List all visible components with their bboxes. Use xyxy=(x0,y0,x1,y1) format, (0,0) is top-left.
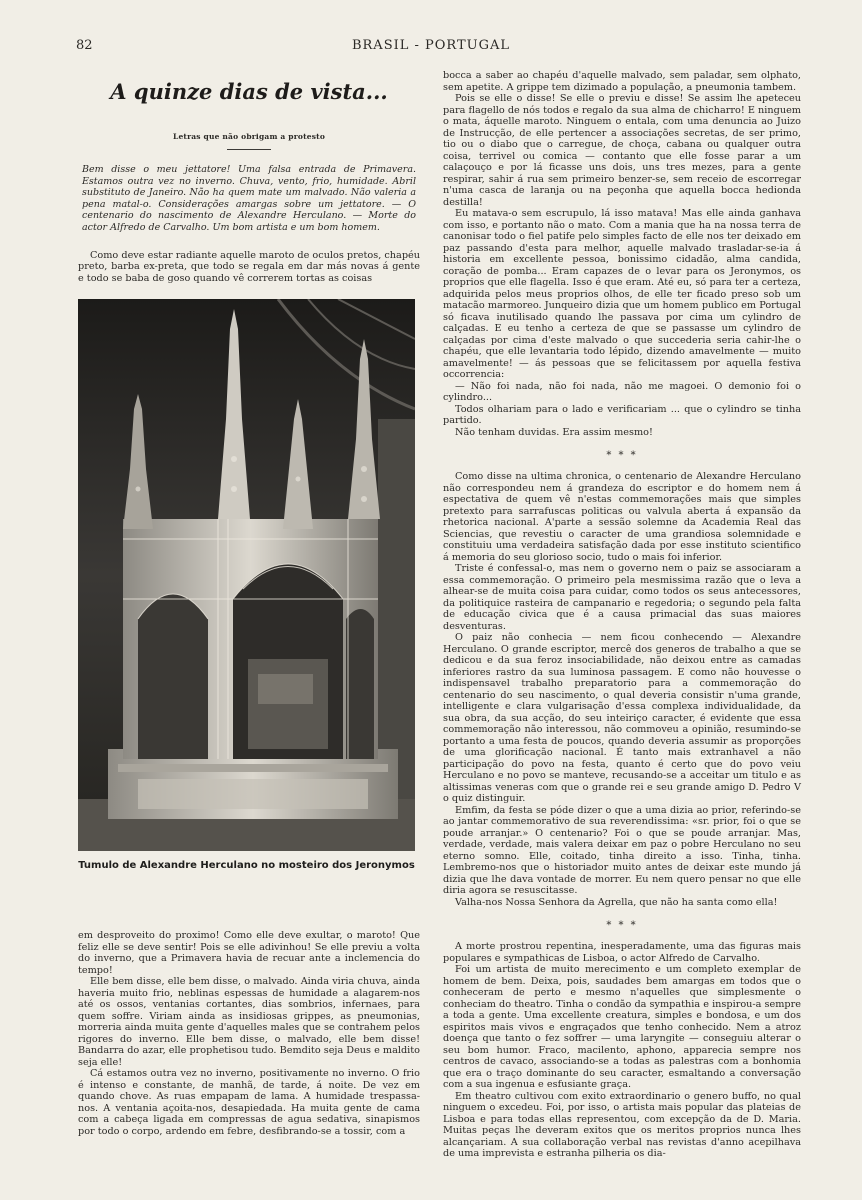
figure xyxy=(78,299,415,871)
right-paragraph-11: Valha-nos Nossa Senhora da Agrella, que não ha santa como ella! xyxy=(455,896,778,908)
right-paragraph-10: Emfim, da festa se póde dizer o que a uma dizia ao prior, referindo-se ao jantar commemorativo de sua reverendissima: «sr. prior, foi o que se poude arranjar.» O centenario? Foi o que se poude arranjar. Mas, verdade, verdade, mais valera deixar em paz o pobre Herculano no seu eterno somno. Elle, coitado, tinha direito a isso. Tinha, tinha. Lembremo-nos que o historiador muito antes de deixar este mundo já dizia que lhe dava vontade de morrer. Eu nem quero pensar no que elle diria agora se resuscitasse. xyxy=(443,804,801,896)
running-head: BRASIL - PORTUGAL xyxy=(351,38,511,53)
right-paragraph-13: Foi um artista de muito merecimento e um completo exemplar de homem de bem. Deixa, pois, saudades bem amargas em todos que o conheceram de perto e mesmo n'aquelles que simplesmente o conheciam do theatro. Tinha o condão da sympathia e inspirou-a sempre a toda a gente. Uma excellente creatura, simples e bondosa, e um dos espiritos mais vivos e engraçados que tenho conhecido. Nem a atroz doença que tanto o fez soffrer — uma laryngite — conseguiu alterar o seu bom humor. Fraco, macilento, aphono, apparecia sempre nos centros de cavaco, associando-se a todas as palestras com a bonhomia que era o traço dominante do seu caracter, esmaltando a conversação com a sua ingenua e esfusiante graça. xyxy=(443,964,801,1090)
right-paragraph-14: Em theatro cultivou com exito extraordinario o genero buffo, no qual ninguem o excedeu. Foi, por isso, o artista mais popular das plateias de Lisboa e para todas ellas representou, com excepção da de D. Maria. Muitas peças lhe deveram exitos que os meritos proprios nunca lhes alcançariam. A sua collaboração verbal nas revistas d'anno acepilhava de uma imprevista e estranha pilheria os dia- xyxy=(443,1090,801,1159)
right-paragraph-3: Eu matava-o sem escrupulo, lá isso matava! Mas elle ainda ganhava com isso, e portanto não o mato. Com a mania que ha na nossa terra de canonisar todo o fiel patife pelo simples facto de elle nos ter deixado em paz passando d'esta para melhor, aquelle malvado trasladar-se-ia á historia em excellente pessoa, bonissimo cidadão, alma candida, coração de pomba... Eram capazes de o levar para os Jeronymos, os proprios que elle flagella. Isso é que eram. Até eu, só para ter a certeza, adquirida pelos meus proprios olhos, de elle ter ficado preso sob um matacão marmoreo. Junqueiro dizia que um homem publico em Portugal só ficava inutilisado quando lhe passava por cima um cylindro de calçadas. E eu tenho a certeza de que se passasse um cylindro de calçadas por cima d'este malvado o que succederia seria cahir-lhe o chapéu, que elle levantaria todo lépido, dizendo amavelmente — muito amavelmente! — ás pessoas que se felicitassem por aquella festiva occorrencia: xyxy=(443,208,801,380)
right-paragraph-6: Não tenham duvidas. Era assim mesmo! xyxy=(455,426,653,438)
left-paragraph-2: Elle bem disse, elle bem disse, o malvado. Ainda viria chuva, ainda haveria muito frio, neblinas espessas de humidade a alagarem-nos até os ossos, ventanias cortantes, dias sombrios, infernaes, para quem soffre. Viriam ainda as insidiosas grippes, as pneumonias, morreria ainda muita gente d'aquelles males que se contrahem pelos rigores do inverno. Elle bem disse, o malvado, elle bem disse! Bandarra do azar, elle prophetisou tudo. Bemdito seja Deus e maldito seja elle! xyxy=(78,976,420,1068)
section-divider: * * * xyxy=(606,450,638,461)
article-subhead: Letras que não obrigam a protesto xyxy=(172,132,326,141)
right-paragraph-1: bocca a saber ao chapéu d'aquelle malvado, sem paladar, sem olphato, sem apetite. A grippe tem dizimado a população, a pneumonia tambem. xyxy=(443,70,801,93)
page-number: 82 xyxy=(76,38,93,53)
left-intro-paragraph: Como deve estar radiante aquelle maroto de oculos pretos, chapéu preto, barba ex-preta, que todo se regala em dar más novas á gente e todo se baba de goso quando vê correrem tortas as coisas xyxy=(78,249,420,284)
right-paragraph-5: Todos olhariam para o lado e verificariam ... que o cylindro se tinha partido. xyxy=(443,403,801,426)
article-epigraph: Bem disse o meu jettatore! Uma falsa entrada de Primavera. Estamos outra vez no inverno. Chuva, vento, frio, humidade. Abril substituto de Janeiro. Não ha quem mate um malvado. Não valeria a pena matal-o. Considerações amargas sobre um jettatore. — O centenario do nascimento de Alexandre Herculano. — Morte do actor Alfredo de Carvalho. Um bom artista e um bom homem. xyxy=(82,164,416,233)
left-column xyxy=(78,75,420,871)
article-headline: A quinze dias de vista... xyxy=(110,79,388,104)
subhead-rule xyxy=(227,149,271,150)
right-paragraph-12: A morte prostrou repentina, inesperadamente, uma das figuras mais populares e sympathicas de Lisboa, o actor Alfredo de Carvalho. xyxy=(443,941,801,964)
section-divider: * * * xyxy=(606,920,638,931)
right-paragraph-8: Triste é confessal-o, mas nem o governo nem o paiz se associaram a essa commemoração. O primeiro pela mesmissima razão que o leva a alhear-se de muita coisa para cuidar, como todos os seus antecessores, da politiquice rasteira de campanario e regedoria; o segundo pela falta de educação civica que é a causa primacial das suas maiores desventuras. xyxy=(443,563,801,632)
right-column xyxy=(443,70,801,1160)
tomb-photograph xyxy=(78,299,415,851)
right-paragraph-7: Como disse na ultima chronica, o centenario de Alexandre Herculano não correspondeu nem á grandeza do escriptor e do homem nem á espectativa de quem vê n'estas commemorações mais que simples pretexto para sarrafuscas politicas ou valvula aberta á expansão da rhetorica nacional. A'parte a sessão solemne da Academia Real das Sciencias, que revestiu o caracter de uma grandiosa solemnidade e constituiu uma verdadeira satisfação dada por esse instituto scientifico á memoria do seu glorioso socio, tudo o mais foi inferior. xyxy=(443,471,801,563)
left-paragraph-1: em desproveito do proximo! Como elle deve exultar, o maroto! Que feliz elle se deve sentir! Pois se elle adivinhou! Se elle previu a volta do inverno, que a Primavera havia de recuar ante a inclemencia do tempo! xyxy=(78,930,420,976)
right-paragraph-2: Pois se elle o disse! Se elle o previu e disse! Se assim lhe apeteceu para flagello de nós todos e regalo da sua alma de chicharro! E ninguem o mata, áquelle maroto. Ninguem o entala, com uma denuncia ao Juizo de Instrucção, de elle pertencer a associações secretas, de ser primo, tio ou o diabo que o carregue, de choça, cabana ou qualquer outra coisa, terrivel ou comica — contanto que elle fosse parar a um calaçouço e por lá ficasse uns dois, uns tres mezes, para a gente respirar, sahir á rua sem primeiro benzer-se, sem receio de escorregar n'uma casca de laranja ou na peçonha que aquella bocca hedionda destilla! xyxy=(443,93,801,208)
left-paragraph-3: Cá estamos outra vez no inverno, positivamente no inverno. O frio é intenso e constante, de manhã, de tarde, á noite. De vez em quando chove. As ruas empapam de lama. A humidade trespassa-nos. A ventania açoita-nos, desapiedada. Ha muita gente de cama com a cabeça ligada em compressas de agua sedativa, sinapismos por todo o corpo, ardendo em febre, desfibrando-se a tossir, com a xyxy=(78,1068,420,1137)
figure-caption: Tumulo de Alexandre Herculano no mosteiro dos Jeronymos xyxy=(78,860,415,872)
right-paragraph-9: O paiz não conhecia — nem ficou conhecendo — Alexandre Herculano. O grande escriptor, mercê dos generos de trabalho a que se dedicou e da sua feroz insociabilidade, não deixou entre as camadas inferiores rastro da sua luminosa passagem. E como não houvesse o indispensavel trabalho preparatorio para a commemoração do centenario do seu nascimento, o qual deveria consistir n'uma grande, intelligente e clara vulgarisação d'essa complexa individualidade, da sua obra, da sua acção, do seu inteiriço caracter, é evidente que essa commemoração não interessou, não commoveu a opinião, resumindo-se portanto a uma festa de poucos, quando deveria assumir as proporções de uma glorificação nacional. É tanto mais extranhavel a não participação do povo na festa, quanto é certo que do povo veiu Herculano e no povo se manteve, recusando-se a acceitar um titulo e as altissimas veneras com que o grande rei e seu grande amigo D. Pedro V o quiz distinguir. xyxy=(443,632,801,804)
right-paragraph-4: — Não foi nada, não foi nada, não me magoei. O demonio foi o cylindro... xyxy=(443,380,801,403)
left-bottom-text xyxy=(78,930,420,1137)
